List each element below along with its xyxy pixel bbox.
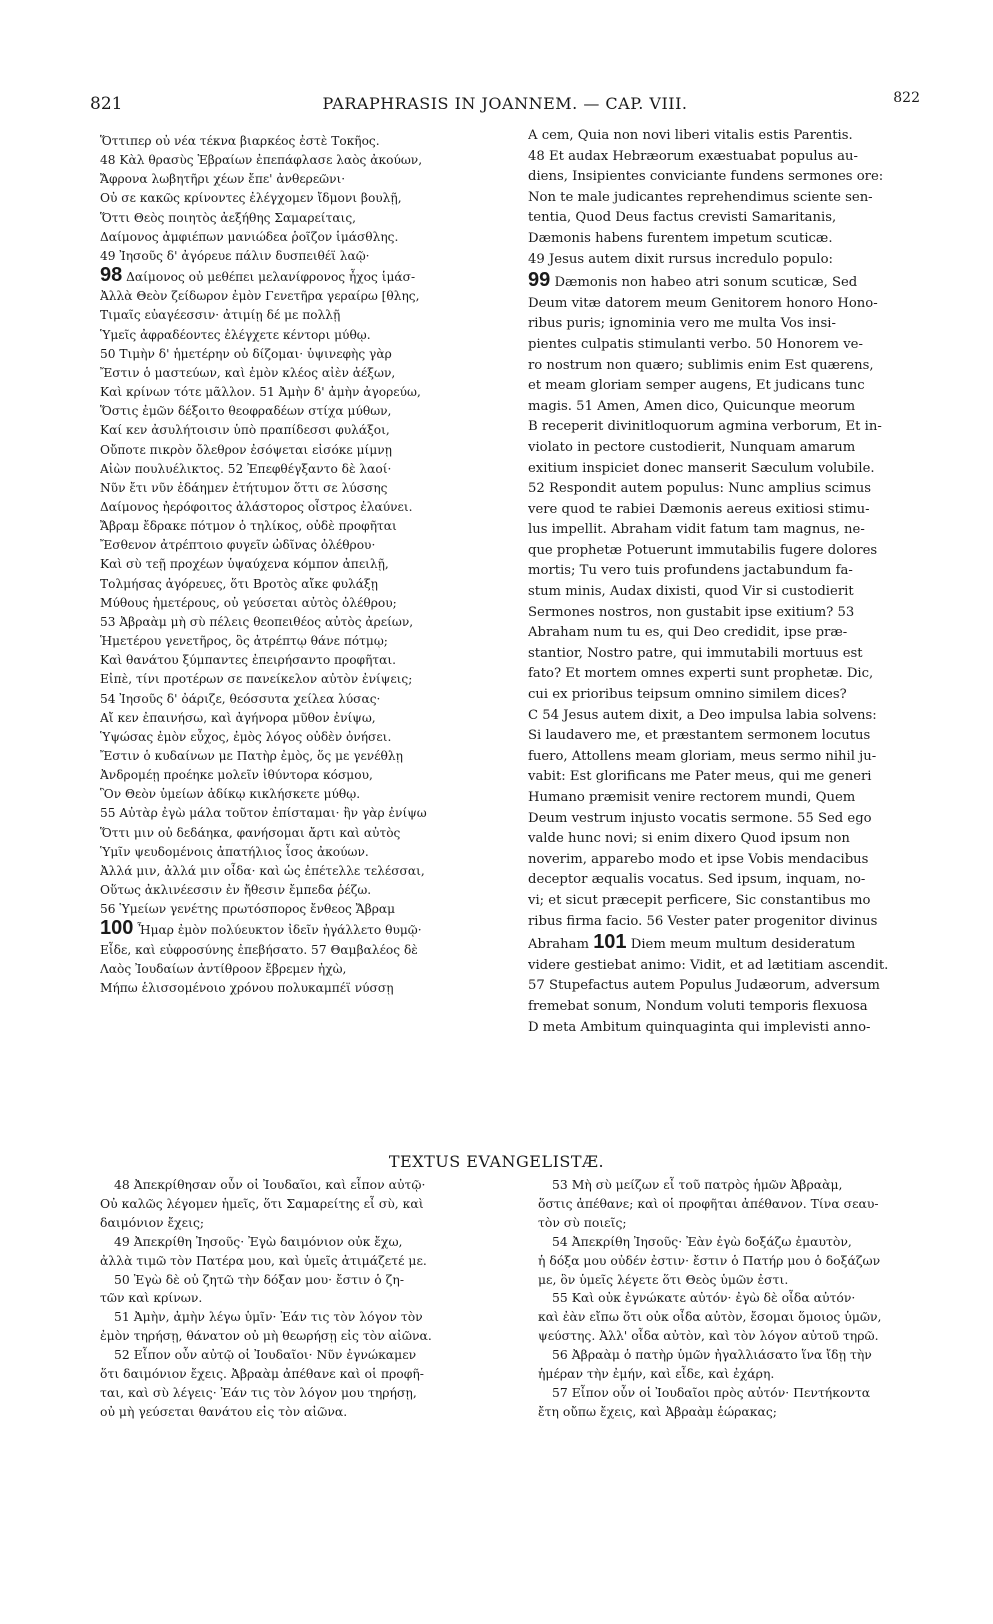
text-line: Ἔσθενον ἀτρέπτοιο φυγεῖν ὠδῖνας ὀλέθρου·: [100, 538, 376, 553]
text-line: Εἶδε, καὶ εὐφροσύνης ἐπεβήσατο. 57 Θαμβαλέος δὲ: [100, 942, 418, 957]
paraphrase-greek-column: [100, 132, 500, 998]
text-line: 99 Dæmonis non habeo atri sonum scuticæ, Sed: [528, 270, 858, 292]
text-line: 98 Δαίμονος οὐ μεθέπει μελανίφρονος ἦχος ἱμάσ-: [100, 266, 416, 287]
text-line: diens, Insipientes conviciante fundens sermones ore:: [528, 169, 884, 185]
text-line: Ὅττι μιν οὐ δεδάηκα, φανήσομαι ἄρτι καὶ αὐτὸς: [100, 825, 401, 840]
text-line: 48 Ἀπεκρίθησαν οὖν οἱ Ἰουδαῖοι, καὶ εἶπον αὐτῷ·: [114, 1177, 426, 1192]
text-line: vi; et sicut præcepit perficere, Sic constantibus mo: [528, 892, 871, 908]
text-line: Ἀλλά μιν, ἀλλά μιν οἶδα· καὶ ὡς ἐπέτελλε τελέσσαι,: [100, 863, 425, 878]
column-number: 99: [528, 270, 551, 292]
running-title: PARAPHRASIS IN JOANNEM. — CAP. VIII.: [322, 94, 688, 113]
text-line: ται, καὶ σὺ λέγεις· Ἐάν τις τὸν λόγον μου τηρήσῃ,: [100, 1384, 417, 1400]
text-line: cui ex prioribus teipsum omnino similem dices?: [528, 687, 847, 703]
column-number: 98: [100, 266, 123, 287]
text-line: violato in pectore custodierit, Nunquam amarum: [528, 439, 856, 455]
text-line: vere quod te rabiei Dæmonis aereus exitiosi stimu-: [528, 501, 870, 517]
text-line: ἐμὸν τηρήσῃ, θάνατον οὐ μὴ θεωρήσῃ εἰς τὸν αἰῶνα.: [100, 1328, 432, 1344]
text-line: pientes culpatis stimulanti verbo. 50 Honorem ve-: [528, 336, 863, 352]
text-line: Ἡμετέρου γενετῆρος, ὃς ἀτρέπτῳ θάνε πότμῳ;: [100, 634, 388, 649]
text-line: Μήπω ἑλισσομένοιο χρόνου πολυκαμπέϊ νύσσῃ: [100, 980, 394, 995]
text-line: deceptor æqualis vocatus. Sed ipsum, inquam, no-: [528, 872, 866, 888]
text-line: 54 Ἀπεκρίθη Ἰησοῦς· Ἐὰν ἐγὼ δοξάζω ἐμαυτὸν,: [552, 1233, 852, 1249]
text-line: τὸν σὺ ποιεῖς;: [538, 1214, 627, 1230]
page-number-right: 822: [893, 90, 920, 106]
text-line: Καί κεν ἀσυλήτοισιν ὑπὸ πραπίδεσσι φυλάξοι,: [100, 423, 390, 438]
text-line: Humano præmisit venire rectorem mundi, Quem: [528, 790, 856, 805]
text-line: A cem, Quia non novi liberi vitalis estis Parentis.: [528, 128, 853, 143]
running-header: [90, 90, 920, 120]
text-line: Οὐ σε κακῶς κρίνοντες ἐλέγχομεν ἴδμονι βουλῇ,: [100, 191, 402, 206]
text-line: 57 Εἶπον οὖν οἱ Ἰουδαῖοι πρὸς αὐτόν· Πεντήκοντα: [552, 1384, 871, 1400]
text-line: Οὕτως ἀκλινέεσσιν ἐν ἤθεσιν ἔμπεδα ῥέζω.: [100, 883, 372, 898]
text-line: 51 Ἀμὴν, ἀμὴν λέγω ὑμῖν· Ἐάν τις τὸν λόγον τὸν: [114, 1309, 423, 1325]
text-line: Ἀνδρομέῃ προέηκε μολεῖν ἰθύντορα κόσμου,: [100, 768, 373, 783]
paraphrase-latin-column: [528, 126, 930, 1038]
text-line: καὶ ἐὰν εἴπω ὅτι οὐκ οἶδα αὐτὸν, ἔσομαι ὅμοιος ὑμῶν,: [538, 1309, 882, 1325]
text-line: Αἰὼν πουλυέλικτος. 52 Ἐπεφθέγξαντο δὲ λαοί·: [100, 461, 392, 476]
text-line: Ὑμῖν ψευδομένοις ἀπατήλιος ἶσος ἀκούων.: [100, 844, 369, 859]
text-line: fremebat sonum, Nondum voluti temporis flexuosa: [528, 998, 868, 1014]
text-line: 52 Respondit autem populus: Nunc amplius scimus: [528, 481, 872, 497]
text-line: D meta Ambitum quinquaginta qui implevisti anno-: [528, 1019, 871, 1035]
textus-greek-left-column: [100, 1176, 510, 1422]
text-line: tentia, Quod Deus factus crevisti Samaritanis,: [528, 210, 837, 226]
text-line: Οὔποτε πικρὸν ὄλεθρον ἐσόψεται εἰσόκε μίμνῃ: [100, 442, 392, 457]
text-line: ribus puris; ignominia vero me multa Vos insi-: [528, 316, 836, 332]
text-line: stum minis, Audax dixisti, quod Vir si custodierit: [528, 584, 854, 600]
text-line: Ὑψώσας ἐμὸν εὖχος, ἐμὸς λόγος οὐδὲν ὀνήσει.: [100, 729, 392, 744]
text-line: Καὶ θανάτου ξύμπαντες ἐπειρήσαντο προφῆται.: [100, 653, 396, 668]
text-line: 49 Ἰησοῦς δ' ἀγόρευε πάλιν δυσπειθέϊ λαῷ·: [100, 248, 370, 263]
text-line: με, ὃν ὑμεῖς λέγετε ὅτι Θεὸς ὑμῶν ἐστι.: [538, 1271, 789, 1287]
text-line: 57 Stupefactus autem Populus Judæorum, adversum: [528, 978, 880, 994]
textus-evangelistae-heading: TEXTUS EVANGELISTÆ.: [388, 1152, 605, 1171]
text-line: Δαίμονος ἀμφιέπων μανιώδεα ῥοῖζον ἱμάσθλης.: [100, 229, 399, 244]
text-line: 53 Μὴ σὺ μείζων εἶ τοῦ πατρὸς ἡμῶν Ἀβραὰμ,: [552, 1177, 843, 1192]
text-line: Deum vestrum injusto vocatis sermone. 55 Sed ego: [528, 810, 872, 826]
text-line: Ἄβραμ ἔδρακε πότμον ὁ τηλίκος, οὐδὲ προφῆται: [100, 519, 397, 534]
text-line: Ἔστιν ὁ μαστεύων, καὶ ἐμὸν κλέος αἰὲν ἀέξων,: [100, 365, 396, 380]
text-line: 100 Ἦμαρ ἐμὸν πολύευκτον ἰδεῖν ἠγάλλετο θυμῷ·: [100, 919, 422, 940]
text-line: que prophetæ Potuerunt immutabilis fugere dolores: [528, 542, 878, 558]
text-line: ro nostrum non quæro; sublimis enim Est quærens,: [528, 357, 874, 373]
text-line: Αἴ κεν ἐπαινήσω, καὶ ἀγήνορα μῦθον ἐνίψω,: [100, 710, 376, 725]
text-line: Εἰπὲ, τίνι προτέρων σε πανείκελον αὐτὸν ἐνίψεις;: [100, 672, 413, 687]
text-line: C 54 Jesus autem dixit, a Deo impulsa labia solvens:: [528, 707, 877, 723]
text-line: Ἀλλὰ Θεὸν ζείδωρον ἐμὸν Γενετῆρα γεραίρω [θλης,: [100, 289, 420, 304]
text-line: mortis; Tu vero tuis profundens jactabundum fa-: [528, 563, 853, 579]
text-line: ἡ δόξα μου οὐδέν ἐστιν· ἔστιν ὁ Πατήρ μου ὁ δοξάζων: [538, 1252, 881, 1268]
text-line: 49 Jesus autem dixit rursus incredulo populo:: [528, 251, 833, 267]
text-line: videre gestiebat animo: Vidit, et ad lætitiam ascendit.: [528, 957, 889, 973]
text-line: 56 Ἀβραὰμ ὁ πατὴρ ὑμῶν ἠγαλλιάσατο ἵνα ἴδῃ τὴν: [552, 1347, 872, 1363]
text-line: 55 Καὶ οὐκ ἐγνώκατε αὐτόν· ἐγὼ δὲ οἶδα αὐτόν·: [552, 1290, 856, 1306]
text-line: stantior, Nostro patre, qui immutabili mortuus est: [528, 645, 863, 661]
text-line: ὅστις ἀπέθανε; καὶ οἱ προφῆται ἀπέθανον. Τίνα σεαυ-: [538, 1195, 879, 1211]
text-line: Τιμαῖς εὐαγέεσσιν· ἀτιμίῃ δέ με πολλῇ: [100, 308, 341, 323]
text-line: Οὐ καλῶς λέγομεν ἡμεῖς, ὅτι Σαμαρείτης εἶ σὺ, καὶ: [100, 1195, 424, 1211]
text-line: Καὶ σὺ τεῇ προχέων ὑψαύχενα κόμπον ἀπειλῇ,: [100, 557, 389, 572]
text-line: Dæmonis habens furentem impetum scuticæ.: [528, 230, 833, 246]
text-line: ὅτι δαιμόνιον ἔχεις. Ἀβραὰμ ἀπέθανε καὶ οἱ προφῆ-: [100, 1366, 424, 1382]
text-line: Non te male judicantes reprehendimus sciente sen-: [528, 189, 873, 205]
column-number: 100: [100, 919, 134, 940]
text-line: ψεύστης. Ἀλλ' οἶδα αὐτὸν, καὶ τὸν λόγον αὐτοῦ τηρῶ.: [538, 1328, 879, 1344]
text-line: Ἔστιν ὁ κυδαίνων με Πατὴρ ἐμὸς, ὅς με γενέθλῃ: [100, 749, 403, 763]
text-line: ἔτη οὔπω ἔχεις, καὶ Ἀβραὰμ ἑώρακας;: [538, 1403, 777, 1419]
text-line: noverim, apparebo modo et ipse Vobis mendacibus: [528, 851, 869, 867]
text-line: 54 Ἰησοῦς δ' ὀάριζε, θεόσσυτα χείλεα λύσας·: [100, 691, 381, 706]
text-line: Ὅττιπερ οὐ νέα τέκνα βιαρκέος ἐστὲ Τοκῆος.: [100, 134, 380, 148]
text-line: Abraham 101 Diem meum multum desideratum: [528, 932, 856, 954]
text-line: B receperit divinitloquorum agmina verborum, Et in-: [528, 419, 882, 435]
text-line: Ἄφρονα λωβητῆρι χέων ἔπε' ἀνθερεῶνι·: [100, 172, 346, 187]
text-line: Μύθους ἡμετέρους, οὐ γεύσεται αὐτὸς ὀλέθρου;: [100, 595, 397, 610]
text-line: et meam gloriam semper augens, Et judicans tunc: [528, 378, 865, 394]
text-line: 55 Αὐτὰρ ἐγὼ μάλα τοῦτον ἐπίσταμαι· ἢν γὰρ ἐνίψω: [100, 806, 427, 821]
text-line: 48 Et audax Hebræorum exæstuabat populus au-: [528, 148, 858, 164]
text-line: 50 Ἐγὼ δὲ οὐ ζητῶ τὴν δόξαν μου· ἔστιν ὁ ζη-: [114, 1271, 405, 1287]
text-line: Λαὸς Ἰουδαίων ἀντίθροον ἔβρεμεν ἠχὼ,: [100, 961, 347, 976]
text-line: Καὶ κρίνων τότε μᾶλλον. 51 Ἀμὴν δ' ἀμὴν ἀγορεύω,: [100, 385, 421, 400]
text-line: Δαίμονος ἠερόφοιτος ἀλάστορος οἶστρος ἐλαύνει.: [100, 499, 413, 514]
text-line: 53 Ἀβραὰμ μὴ σὺ πέλεις θεοπειθέος αὐτὸς ἀρείων,: [100, 614, 414, 629]
text-line: Τολμήσας ἀγόρευες, ὅτι Βροτὸς αἴκε φυλάξῃ: [100, 576, 378, 591]
text-line: ribus firma facio. 56 Vester pater progenitor divinus: [528, 913, 878, 929]
text-line: exitium inspiciet donec manserit Sæculum volubile.: [528, 460, 875, 476]
text-line: τῶν καὶ κρίνων.: [100, 1290, 203, 1306]
text-line: δαιμόνιον ἔχεις;: [100, 1214, 205, 1230]
text-line: Ὃν Θεὸν ὑμείων ἀδίκῳ κικλήσκετε μύθῳ.: [100, 787, 361, 802]
text-line: Ὅστις ἐμῶν δέξοιτο θεοφραδέων στίχα μύθων,: [100, 404, 392, 419]
column-number: 101: [593, 932, 627, 954]
text-line: vabit: Est glorificans me Pater meus, qui me generi: [528, 769, 872, 785]
text-line: 48 Κὰλ θρασὺς Ἑβραίων ἐπεπάφλασε λαὸς ἀκούων,: [100, 153, 423, 168]
page-number-left: 821: [90, 94, 123, 114]
text-line: Deum vitæ datorem meum Genitorem honoro Hono-: [528, 295, 878, 311]
text-line: magis. 51 Amen, Amen dico, Quicunque meorum: [528, 398, 856, 414]
text-line: ἡμέραν τὴν ἐμήν, καὶ εἶδε, καὶ ἐχάρη.: [538, 1366, 775, 1382]
text-line: Ὅττι Θεὸς ποιητὸς ἀεξήθης Σαμαρείταις,: [100, 210, 357, 225]
text-line: οὐ μὴ γεύσεται θανάτου εἰς τὸν αἰῶνα.: [100, 1403, 348, 1419]
text-line: 49 Ἀπεκρίθη Ἰησοῦς· Ἐγὼ δαιμόνιον οὐκ ἔχω,: [114, 1233, 403, 1249]
text-line: lus impellit. Abraham vidit fatum tam magnus, ne-: [528, 522, 865, 538]
textus-greek-right-column: [538, 1176, 934, 1422]
text-line: valde hunc novi; si enim dixero Quod ipsum non: [528, 831, 850, 847]
text-line: 52 Εἶπον οὖν αὐτῷ οἱ Ἰουδαῖοι· Νῦν ἐγνώκαμεν: [114, 1347, 417, 1363]
text-line: Νῦν ἔτι νῦν ἐδάημεν ἐτήτυμον ὅττι σε λύσσης: [100, 480, 388, 495]
text-line: ἀλλὰ τιμῶ τὸν Πατέρα μου, καὶ ὑμεῖς ἀτιμάζετέ με.: [100, 1252, 427, 1268]
text-line: Sermones nostros, non gustabit ipse exitium? 53: [528, 604, 855, 620]
text-line: 56 Ὑμείων γενέτης πρωτόσπορος ἔνθεος Ἄβραμ: [100, 902, 396, 917]
text-line: Si laudavero me, et præstantem sermonem locutus: [528, 728, 871, 744]
text-line: fato? Et mortem omnes experti sunt prophetæ. Dic,: [528, 666, 874, 682]
text-line: Abraham num tu es, qui Deo credidit, ipse præ-: [528, 625, 848, 641]
text-line: Ὑμεῖς ἀφραδέοντες ἐλέγχετε κέντορι μύθῳ.: [100, 327, 371, 342]
text-line: fuero, Attollens meam gloriam, meus sermo nihil ju-: [528, 748, 877, 764]
text-line: 50 Τιμὴν δ' ἡμετέρην οὐ δίζομαι· ὑψινεφὴς γὰρ: [100, 346, 392, 361]
